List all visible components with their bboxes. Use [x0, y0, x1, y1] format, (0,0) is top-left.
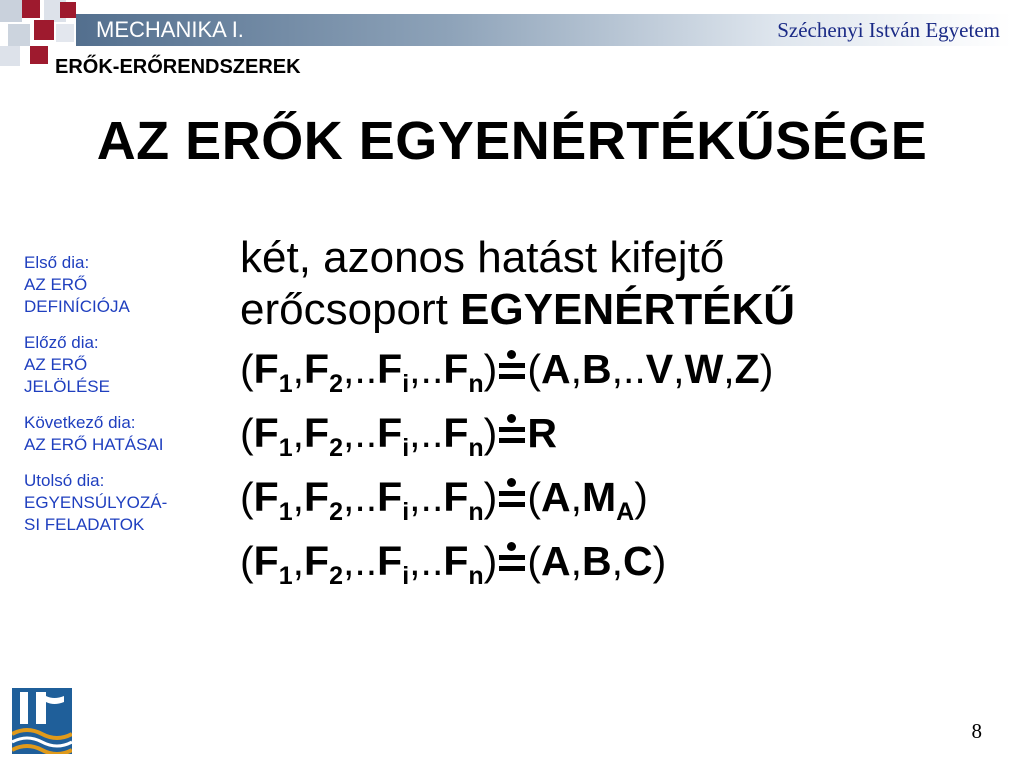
university-logo: [12, 688, 72, 759]
course-title: MECHANIKA I.: [96, 17, 244, 42]
nav-label: Előző dia:: [24, 333, 99, 352]
nav-label: Következő dia:: [24, 413, 136, 432]
nav-previous-slide[interactable]: [24, 332, 234, 398]
formula-equivalence-1: $(F_1,F_2,..F_i,..F_n)$ (A,B,..V,W,Z): [240, 346, 774, 399]
nav-line: DEFINÍCIÓJA: [24, 297, 130, 316]
formula-equivalence-3: $(F_1,F_2,..F_i,..F_n)$ $(A,M_A)$: [240, 474, 648, 527]
nav-line: AZ ERŐ HATÁSAI: [24, 435, 164, 454]
formula-equivalence-2: $(F_1,F_2,..F_i,..F_n)$ R: [240, 410, 557, 463]
nav-next-slide[interactable]: [24, 412, 234, 456]
nav-line: JELÖLÉSE: [24, 377, 110, 396]
nav-label: Utolsó dia:: [24, 471, 105, 490]
nav-line: AZ ERŐ: [24, 355, 88, 374]
sidebar-nav: [24, 252, 234, 550]
formula-equivalence-4: $(F_1,F_2,..F_i,..F_n)$ (A,B,C): [240, 538, 667, 591]
nav-first-slide[interactable]: [24, 252, 234, 318]
chapter-title: ERŐK-ERŐRENDSZEREK: [55, 56, 301, 78]
university-name: Széchenyi István Egyetem: [777, 18, 1000, 42]
equivalence-symbol: [497, 475, 527, 515]
intro-bold-term: EGYENÉRTÉKŰ: [460, 285, 796, 334]
intro-normal-text: erőcsoport: [240, 285, 461, 334]
page-title: AZ ERŐK EGYENÉRTÉKŰSÉGE: [96, 111, 928, 171]
nav-line: SI FELADATOK: [24, 515, 145, 534]
equivalence-symbol: [497, 347, 527, 387]
equivalence-symbol: [497, 539, 527, 579]
intro-text: [240, 232, 1010, 336]
slide-content: [240, 232, 1010, 592]
intro-line-1: két, azonos hatást kifejtő: [240, 233, 725, 282]
nav-line: EGYENSÚLYOZÁ-: [24, 493, 168, 512]
nav-label: Első dia:: [24, 253, 90, 272]
equivalence-symbol: [497, 411, 527, 451]
intro-line-2: [240, 284, 1010, 336]
nav-line: AZ ERŐ: [24, 275, 88, 294]
nav-last-slide[interactable]: [24, 470, 234, 536]
page-number: 8: [971, 719, 982, 743]
